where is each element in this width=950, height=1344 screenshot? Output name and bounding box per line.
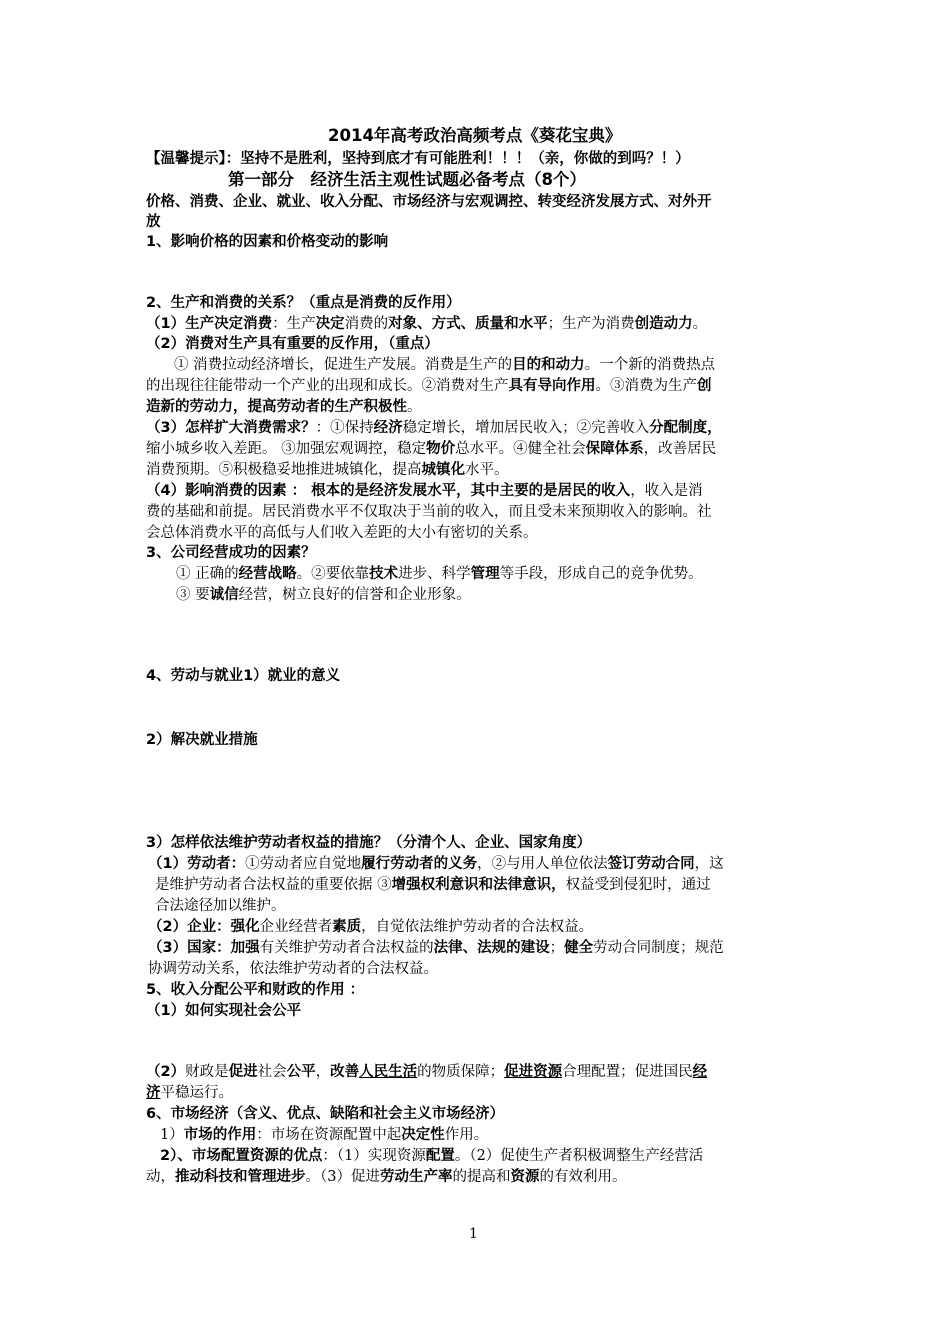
paragraph-line: ③ 要诚信经营，树立良好的信誉和企业形象。 [176,587,471,603]
paragraph-line: 缩小城乡收入差距。 ③加强宏观调控，稳定物价总水平。④健全社会保障体系，改善居民 [146,441,717,457]
paragraph-line: 2）、市场配置资源的优点：（1）实现资源配置。（2）促使生产者积极调整生产经营活 [160,1148,704,1164]
part-heading: 第一部分 经济生活主观性试题必备考点（8个） [228,170,586,189]
paragraph-line: ① 正确的经营战略。②要依靠技术进步、科学管理等手段，形成自己的竞争优势。 [176,566,703,582]
paragraph-line: 协调劳动关系，依法维护劳动者的合法权益。 [148,961,438,977]
paragraph-line: 济平稳运行。 [146,1085,233,1101]
section-heading-2: 2、生产和消费的关系？（重点是消费的反作用） [146,295,461,311]
paragraph-line: 消费预期。⑤积极稳妥地推进城镇化，提高城镇化水平。 [146,462,509,478]
section-heading-6: 6、市场经济（含义、优点、缺陷和社会主义市场经济） [146,1106,505,1122]
paragraph-line: 的出现往往能带动一个产业的出现和成长。②消费对生产具有导向作用。③消费为生产创 [146,378,712,394]
paragraph-line: 1）市场的作用：市场在资源配置中起决定性作用。 [160,1127,489,1143]
paragraph-line: 是维护劳动者合法权益的重要依据 ③增强权利意识和法律意识，权益受到侵犯时，通过 [155,877,711,893]
paragraph-line: （3）怎样扩大消费需求？：①保持经济稳定增长，增加居民收入；②完善收入分配制度， [146,420,722,436]
topics-line-2: 放 [146,214,161,230]
paragraph-line: （2）企业：强化企业经营者素质，自觉依法维护劳动者的合法权益。 [148,919,594,935]
document-title: 2014年高考政治高频考点《葵花宝典》 [328,126,622,145]
paragraph-line: （3）国家：加强有关维护劳动者合法权益的法律、法规的建设；健全劳动合同制度；规范 [148,940,724,956]
paragraph-line: 动，推动科技和管理进步。（3）促进劳动生产率的提高和资源的有效利用。 [146,1169,627,1185]
subheading-2-2: （2）消费对生产具有重要的反作用，（重点） [146,336,439,352]
section-heading-3: 3、公司经营成功的因素？ [146,545,316,561]
section-heading-5: 5、收入分配公平和财政的作用 ： [146,982,365,998]
subheading-4-2: 2）解决就业措施 [146,732,258,748]
warm-tip: 【温馨提示】：坚持不是胜利，坚持到底才有可能胜利！！！（亲，你做的到吗？！） [146,151,690,167]
subheading-5-1: （1）如何实现社会公平 [146,1003,302,1019]
topics-line-1: 价格、消费、企业、就业、收入分配、市场经济与宏观调控、转变经济发展方式、对外开 [146,194,712,210]
paragraph-line: 造新的劳动力，提高劳动者的生产积极性。 [146,399,422,415]
page-number: 1 [469,1226,478,1242]
section-heading-4: 4、劳动与就业1）就业的意义 [146,668,341,684]
paragraph-line: （1）生产决定消费：生产决定消费的对象、方式、质量和水平；生产为消费创造动力。 [146,316,708,332]
subheading-4-3: 3）怎样依法维护劳动者权益的措施？（分清个人、企业、国家角度） [146,835,592,851]
paragraph-line: 费的基础和前提。居民消费水平不仅取决于当前的收入，而且受未来预期收入的影响。社 [146,504,712,520]
paragraph-line: ① 消费拉动经济增长，促进生产发展。消费是生产的目的和动力。一个新的消费热点 [174,357,716,373]
paragraph-line: （2）财政是促进社会公平，改善人民生活的物质保障；促进资源合理配置；促进国民经 [146,1064,708,1080]
section-heading-1: 1、影响价格的因素和价格变动的影响 [146,234,389,250]
paragraph-line: 会总体消费水平的高低与人们收入差距的大小有密切的关系。 [146,525,538,541]
paragraph-line: 合法途径加以维护。 [155,898,286,914]
paragraph-line: （1）劳动者：①劳动者应自觉地履行劳动者的义务，②与用人单位依法签订劳动合同，这 [148,856,724,872]
paragraph-line: （4）影响消费的因素 ： 根本的是经济发展水平，其中主要的是居民的收入，收入是消 [146,483,703,499]
